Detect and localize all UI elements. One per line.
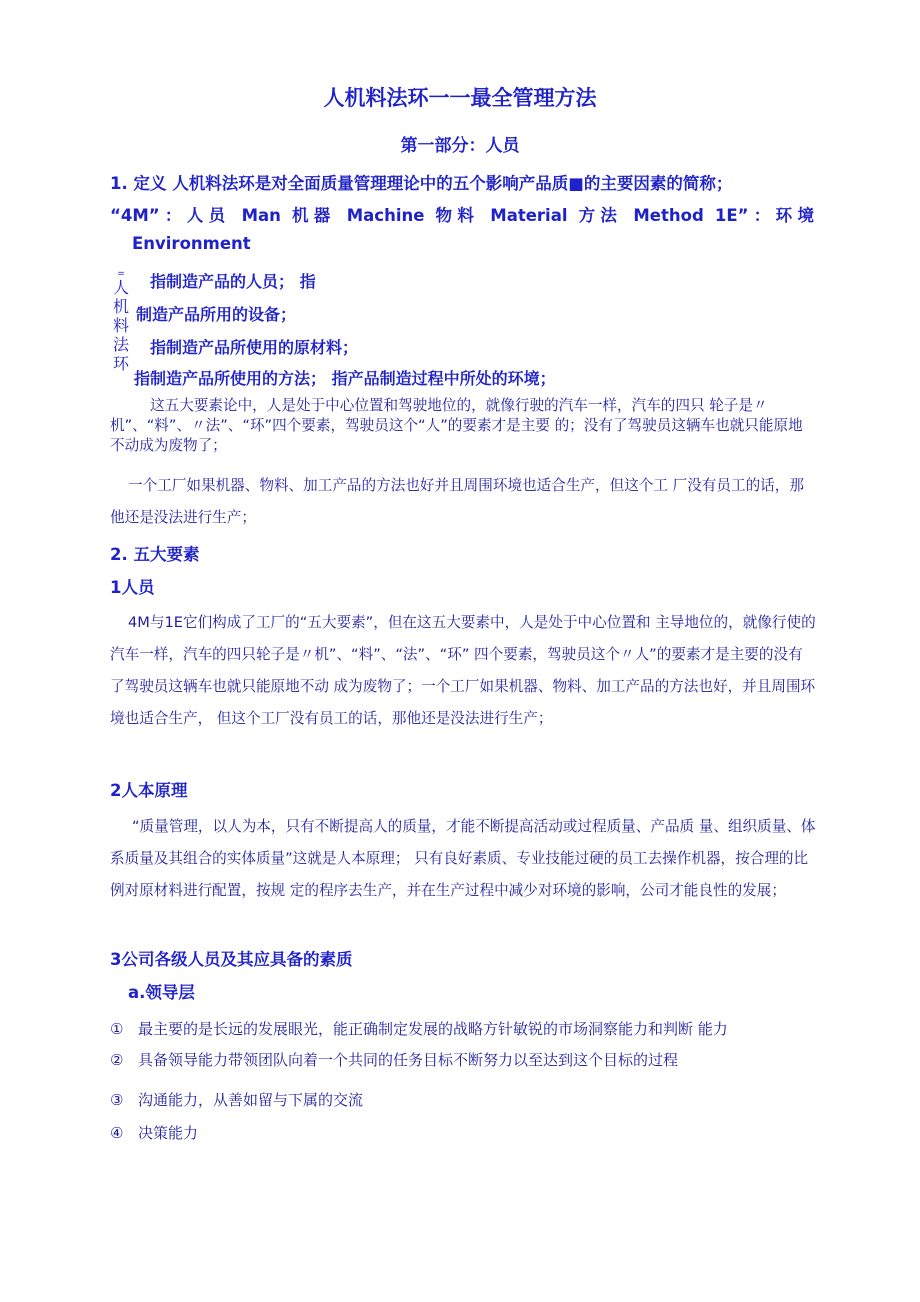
list-item [110,1049,678,1070]
part-title: 第一部分：人员 [400,136,520,156]
list-text: 决策能力 [138,1124,199,1142]
element-item: 指制造产品的人员； 指 [150,272,316,291]
element-item: 指制造产品所使用的方法； 指产品制造过程中所处的环境； [134,369,556,388]
list-text: 最主要的是长远的发展眼光，能正确制定发展的战略方针敏锐的市场洞察能力和判断 能力 [138,1020,728,1038]
element-item: 制造产品所用的设备； [136,305,297,324]
vertical-char: 人 [112,278,129,297]
vertical-char: 机 [112,297,129,316]
vertical-label-tick: = [117,269,125,279]
element-item: 指制造产品所使用的原材料； [150,338,359,357]
list-text: 沟通能力，从善如留与下属的交流 [138,1091,364,1109]
paragraph: 这五大要素论中，人是处于中心位置和驾驶地位的，就像行驶的汽车一样，汽车的四只 轮子是〃机”、“料”、〃法”、“环”四个要素，驾驶员这个“人”的要素才是主要 的；没有了驾驶员这辆车也就只能原地不动成为废物了； [110,397,803,454]
paragraph: “质量管理，以人为本，只有不断提高人的质量，才能不断提高活动或过程质量、产品质 量、组织质量、体系质量及其组合的实体质量”这就是人本原理； 只有良好素质、专业技能过硬的员工去操作机器，按合理的比例对原材料进行配置，按规 定的程序去生产，并在生产过程中减少对环境的影响，公司才能良性的发展； [110,818,816,899]
definition-line-1: 1. 定义 人机料法环是对全面质量管理理论中的五个影响产品质■的主要因素的简称； [110,174,733,193]
section-heading: 3公司各级人员及其应具备的素质 [110,950,353,969]
list-item [110,1089,363,1110]
list-number: ④ [110,1124,124,1142]
page-title: 人机料法环一一最全管理方法 [323,86,597,110]
paragraph: 4M与1E它们构成了工厂的“五大要素”，但在这五大要素中，人是处于中心位置和 主导地位的，就像行使的汽车一样，汽车的四只轮子是〃机”、“料”、“法”、“环” 四个要素，驾驶员这个〃人”的要素才是主要的没有了驾驶员这辆车也就只能原地不动 成为废物了；一个工厂如果机器、物料、加工产品的方法也好，并且周围环境也适合生产， 但这个工厂没有员工的话，那他还是没法进行生产； [110,614,816,727]
vertical-label [110,270,132,373]
list-item [110,1122,198,1143]
list-number: ③ [110,1091,124,1109]
vertical-char: 料 [112,316,129,335]
list-number: ② [110,1051,124,1069]
section-heading: 2人本原理 [110,781,188,800]
list-number: ① [110,1020,124,1038]
section-heading: 1人员 [110,578,155,597]
subsection-heading: a.领导层 [128,983,195,1002]
section-heading: 2. 五大要素 [110,545,200,564]
list-text: 具备领导能力带领团队向着一个共同的任务目标不断努力以至达到这个目标的过程 [138,1051,679,1069]
list-item [110,1018,728,1039]
paragraph: 一个工厂如果机器、物料、加工产品的方法也好并且周围环境也适合生产，但这个工 厂没有员工的话，那他还是没法进行生产； [110,477,804,526]
vertical-char: 环 [112,354,129,373]
vertical-char: 法 [112,335,129,354]
definition-line-3: Environment [132,234,251,253]
definition-line-2: “4M”：人员 Man 机器 Machine 物料 Material 方法 Method 1E”：环境 [110,206,814,225]
